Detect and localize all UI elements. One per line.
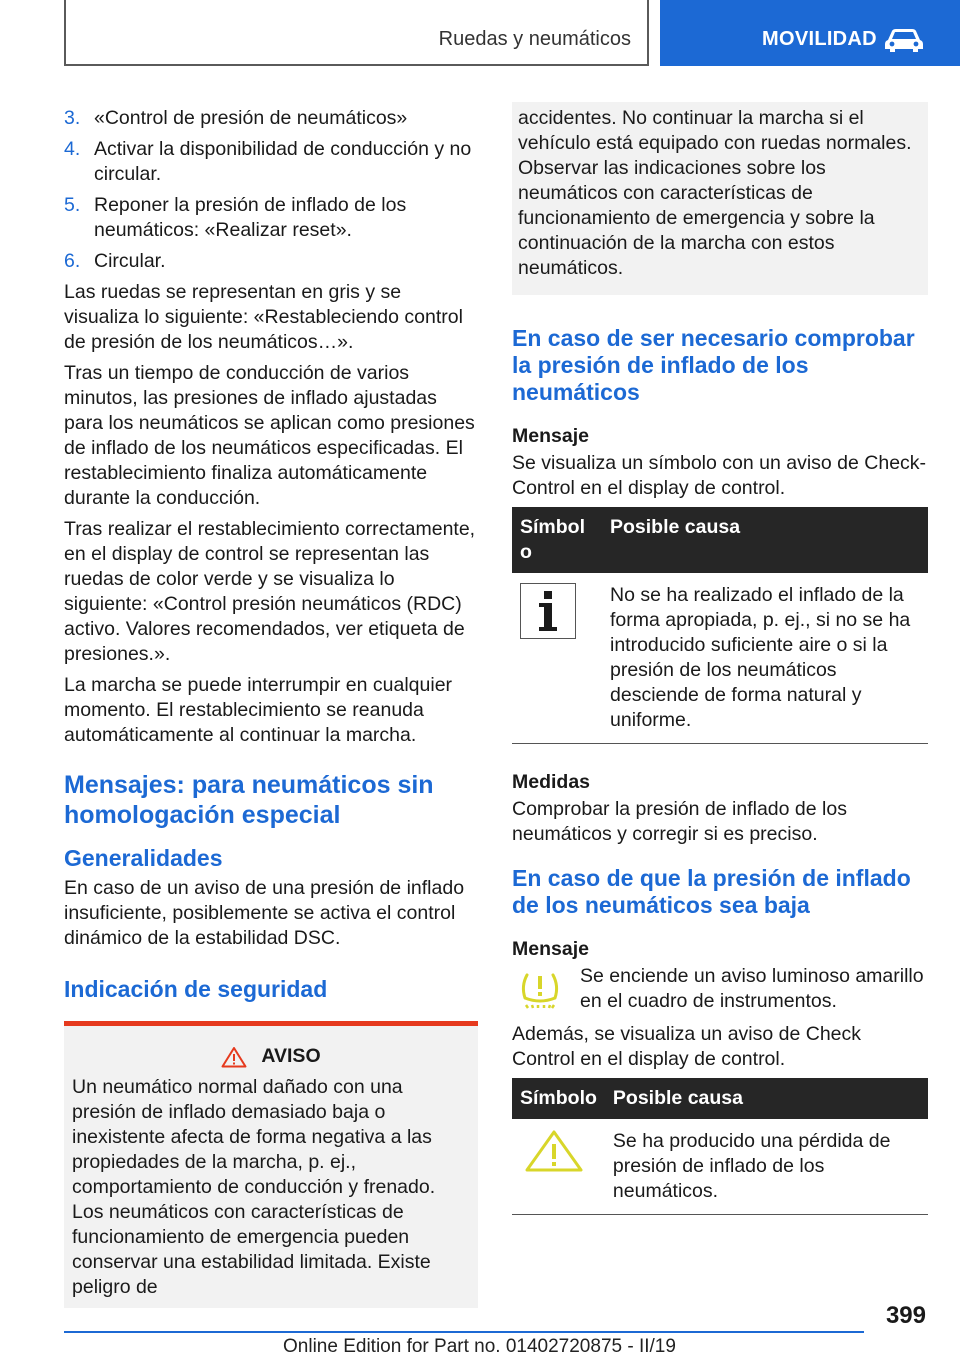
warning-title-text: AVISO (261, 1045, 321, 1067)
step-text: Circular. (94, 250, 166, 272)
symbol-table (512, 507, 928, 744)
step-text: Activar la disponibilidad de conducción y no circular. (94, 138, 472, 185)
message-label: Mensaje (512, 425, 589, 447)
table-row (512, 573, 928, 744)
warning-text: Un neumático normal dañado con una presión de inflado demasiado baja o inexistente afecta de forma negativa a las propiedades de la marcha, p. ej., comportamiento de conducción y frenado. Los neumáticos con características de funcionamiento de emergencia pueden conservar una estabilidad limitada. Existe peligro de (72, 1076, 436, 1298)
indicator-row (512, 964, 928, 1014)
step-item (64, 106, 478, 131)
step-number: 6. (64, 250, 81, 272)
step-number: 4. (64, 138, 81, 160)
paragraph: Además, se visualiza un aviso de Check Control en el display de control. (512, 1023, 862, 1070)
message-label: Mensaje (512, 938, 589, 960)
subsection-heading: En caso de ser necesario comprobar la presión de inflado de los neumáticos (512, 325, 915, 405)
chapter-tab-label: MOVILIDAD (762, 28, 877, 50)
section-title-box (64, 0, 649, 66)
symbol-table (512, 1078, 928, 1215)
paragraph: Tras realizar el restablecimiento correctamente, en el display de control se representan las ruedas de color verde y se visualiza lo siguiente: «Control presión neumáticos (RDC) activo. Valores recomendados, ver etiqueta de presiones.». (64, 518, 476, 665)
step-text: Reponer la presión de inflado de los neumáticos: «Realizar reset». (94, 194, 407, 241)
step-number: 3. (64, 107, 81, 129)
subsection-heading: Generalidades (64, 845, 223, 871)
paragraph: Las ruedas se representan en gris y se visualiza lo siguiente: «Restableciendo control de presión de los neumáticos…». (64, 281, 463, 353)
car-icon (882, 26, 926, 54)
page-header (0, 0, 960, 66)
step-item (64, 137, 478, 187)
tire-pressure-warning-icon (518, 968, 562, 1012)
page-number: 399 (885, 1302, 926, 1329)
step-item (64, 249, 478, 274)
paragraph: Comprobar la presión de inflado de los neumáticos y corregir si es preciso. (512, 798, 847, 845)
table-header-symbol: Símbolo (512, 507, 602, 573)
table-header-cause: Posible causa (602, 507, 928, 573)
step-text: «Control de presión de neumáticos» (94, 107, 408, 129)
paragraph: La marcha se puede interrumpir en cualquier momento. El restablecimiento se reanuda automáticamente al continuar la marcha. (64, 674, 453, 746)
subsection-heading: En caso de que la presión de inflado de los neumáticos sea baja (512, 865, 911, 918)
table-header-symbol: Símbolo (512, 1078, 605, 1119)
warning-box (64, 1021, 478, 1308)
step-item (64, 193, 478, 243)
footer-edition: Online Edition for Part no. 01402720875 - II/19 (283, 1336, 676, 1357)
warning-title (72, 1044, 470, 1069)
table-row (512, 1119, 928, 1215)
paragraph: Se visualiza un símbolo con un aviso de Check-Control en el display de control. (512, 452, 927, 499)
subsection-heading: Indicación de seguridad (64, 976, 328, 1002)
table-header-cause: Posible causa (605, 1078, 928, 1119)
measures-label: Medidas (512, 771, 591, 793)
footer-divider (64, 1331, 864, 1333)
chapter-tab (660, 0, 960, 66)
step-number: 5. (64, 194, 81, 216)
table-cell-cause: Se ha producido una pérdida de presión de inflado de los neumáticos. (605, 1119, 928, 1215)
left-column (64, 106, 478, 1308)
right-column (512, 102, 928, 1215)
paragraph: Tras un tiempo de conducción de varios minutos, las presiones de inflado ajustadas para los neumáticos se aplican como presiones de inflado de los neumáticos especificadas. El restablecimiento finaliza automáticamente durante la conducción. (64, 362, 475, 509)
warning-triangle-icon (221, 1046, 247, 1068)
warning-triangle-icon (524, 1129, 584, 1173)
indicator-text: Se enciende un aviso luminoso amarillo en el cuadro de instrumentos. (580, 965, 924, 1012)
info-icon (520, 583, 576, 639)
warning-text-continued: accidentes. No continuar la marcha si el vehículo está equipado con ruedas normales. Observar las indicaciones sobre los neumáticos con características de funcionamiento de emergencia y sobre la continuación de la marcha con estos neumáticos. (518, 107, 912, 279)
warning-box-continued (512, 102, 928, 295)
table-cell-cause: No se ha realizado el inflado de la forma apropiada, p. ej., si no se ha introducido suficiente aire o si la presión de los neumáticos desciende de forma natural y uniforme. (602, 573, 928, 744)
section-title: Ruedas y neumáticos (438, 28, 631, 50)
paragraph: En caso de un aviso de una presión de inflado insuficiente, posiblemente se activa el control dinámico de la estabilidad DSC. (64, 877, 465, 949)
section-heading: Mensajes: para neumáticos sin homologación especial (64, 771, 434, 829)
